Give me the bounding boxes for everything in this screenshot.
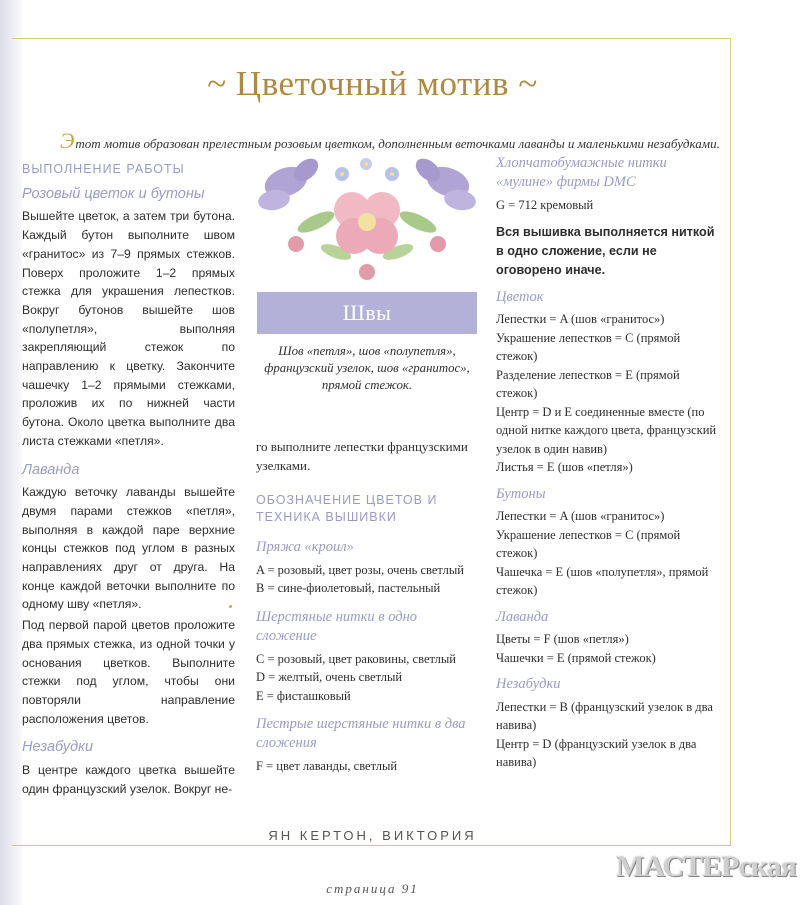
page-number: страница 91 (326, 881, 419, 896)
buds-petals: Лепестки = A (шов «гранитос») (496, 509, 665, 523)
legend-b: B = сине-фиолетовый, пастельный (256, 581, 441, 595)
legend-a: A = розовый, цвет розы, очень светлый (256, 562, 464, 577)
left-column (22, 160, 235, 801)
rose-flower (334, 192, 400, 254)
right-column (496, 154, 724, 772)
middle-continuation: го выполните лепестки французскими узелками. (256, 439, 468, 473)
section-heading-work: ВЫПОЛНЕНИЕ РАБОТЫ (22, 162, 185, 176)
intro-text (60, 128, 740, 154)
middle-column (256, 492, 480, 776)
subheading-crewel: Пряжа «кроил» (256, 539, 354, 555)
decorative-dot (229, 605, 232, 608)
paragraph-lavender-1: Каждую веточку лаванды вышейте двумя парами стежков «петля», выполняя в каждой паре верхние концы стежков под углом в разных направлениях друг от друга. На конце каждой веточки выполните по одному шву «петля». (22, 485, 235, 612)
embroidery-illustration (256, 152, 478, 284)
intro-body: тот мотив образован прелестным розовым цветком, дополненным веточками лаванды и маленькими незабудками. (75, 136, 720, 151)
subheading-lavender-right: Лаванда (496, 608, 549, 625)
flower-petal-decoration: Украшение лепестков = C (прямой стежок) (496, 330, 681, 363)
subheading-dmc: Хлопчатобумажные нитки «мулине» фирмы DMC (496, 155, 667, 190)
subheading-wool-variegated: Пестрые шерстяные нитки в два сложения (256, 716, 466, 751)
buds-decoration: Украшение лепестков = C (прямой стежок) (496, 527, 681, 560)
watermark-logo: МАСТЕРская (616, 850, 796, 883)
subheading-lavender: Лаванда (22, 461, 80, 478)
footer-author: ЯН КЕРТОН, ВИКТОРИЯ (268, 828, 477, 843)
forget-me-not-center: Центр = D (французский узелок в два навива) (496, 736, 697, 769)
lavender-flowers: Цветы = F (шов «петля») (496, 632, 629, 646)
legend-d: D = желтый, очень светлый (256, 670, 403, 684)
forget-me-nots (335, 158, 399, 181)
flower-petals: Лепестки = A (шов «гранитос») (496, 312, 665, 326)
forget-me-not-petals: Лепестки = B (французский узелок в два навива) (496, 699, 713, 732)
paragraph-rose: Вышейте цветок, а затем три бутона. Каждый бутон выполните швом «гранитос» из 7–9 прямых стежков. Поверх проложите 1–2 прямых стежка для украшения лепестков. Вокруг бутонов вышейте шов «полупетля», выполняя закрепляющий стежок по направлению к цветку. Закончите чашечку 1–2 прямыми стежками, проложив их по нижней части бутона. Около цветка выполните два листа стежками «петля». (22, 209, 235, 448)
page-title: ~ Цветочный мотив ~ (207, 64, 538, 103)
flower-petal-separation: Разделение лепестков = E (прямой стежок) (496, 367, 680, 400)
paragraph-lavender-2: Под первой парой цветов проложите два прямых стежка, из одной точки у основания цветков. Выполните стежки под углом, чтобы они повторяли направление расположения цветов. (22, 618, 235, 726)
buds-calyx: Чашечка = E (шов «полупетля», прямой стежок) (496, 564, 709, 597)
stitches-banner: Швы (257, 292, 477, 334)
legend-f: F = цвет лаванды, светлый (256, 759, 398, 773)
legend-e: E = фисташковый (256, 688, 351, 703)
subheading-rose: Розовый цветок и бутоны (22, 185, 205, 202)
lavender-calyx: Чашечки = E (прямой стежок) (496, 650, 656, 665)
subheading-wool-single: Шерстяные нитки в одно сложение (256, 608, 418, 644)
stitches-caption: Шов «петля», шов «полупетля», французский узелок, шов «гранитос», прямой стежок. (264, 344, 470, 392)
drop-cap: Э (60, 128, 75, 153)
subheading-buds: Бутоны (496, 485, 546, 502)
paragraph-forget-me-not: В центре каждого цветка вышейте один французский узелок. Вокруг не- (22, 763, 235, 796)
legend-g: G = 712 кремовый (496, 198, 594, 212)
subheading-forget-me-not-right: Незабудки (496, 676, 561, 692)
flower-leaves: Листья = E (шов «петля») (496, 460, 633, 474)
subheading-flower: Цветок (496, 288, 544, 305)
legend-c: C = розовый, цвет раковины, светлый (256, 651, 456, 666)
section-heading-colors: ОБОЗНАЧЕНИЕ ЦВЕТОВ И ТЕХНИКА ВЫШИВКИ (256, 493, 438, 524)
note-single-strand: Вся вышивка выполняется ниткой в одно сложение, если не оговорено иначе. (496, 224, 715, 277)
flower-center: Центр = D и E соединенные вместе (по одной нитке каждого цвета, французский узелок в один навив) (496, 404, 717, 456)
subheading-forget-me-not: Незабудки (22, 739, 94, 756)
